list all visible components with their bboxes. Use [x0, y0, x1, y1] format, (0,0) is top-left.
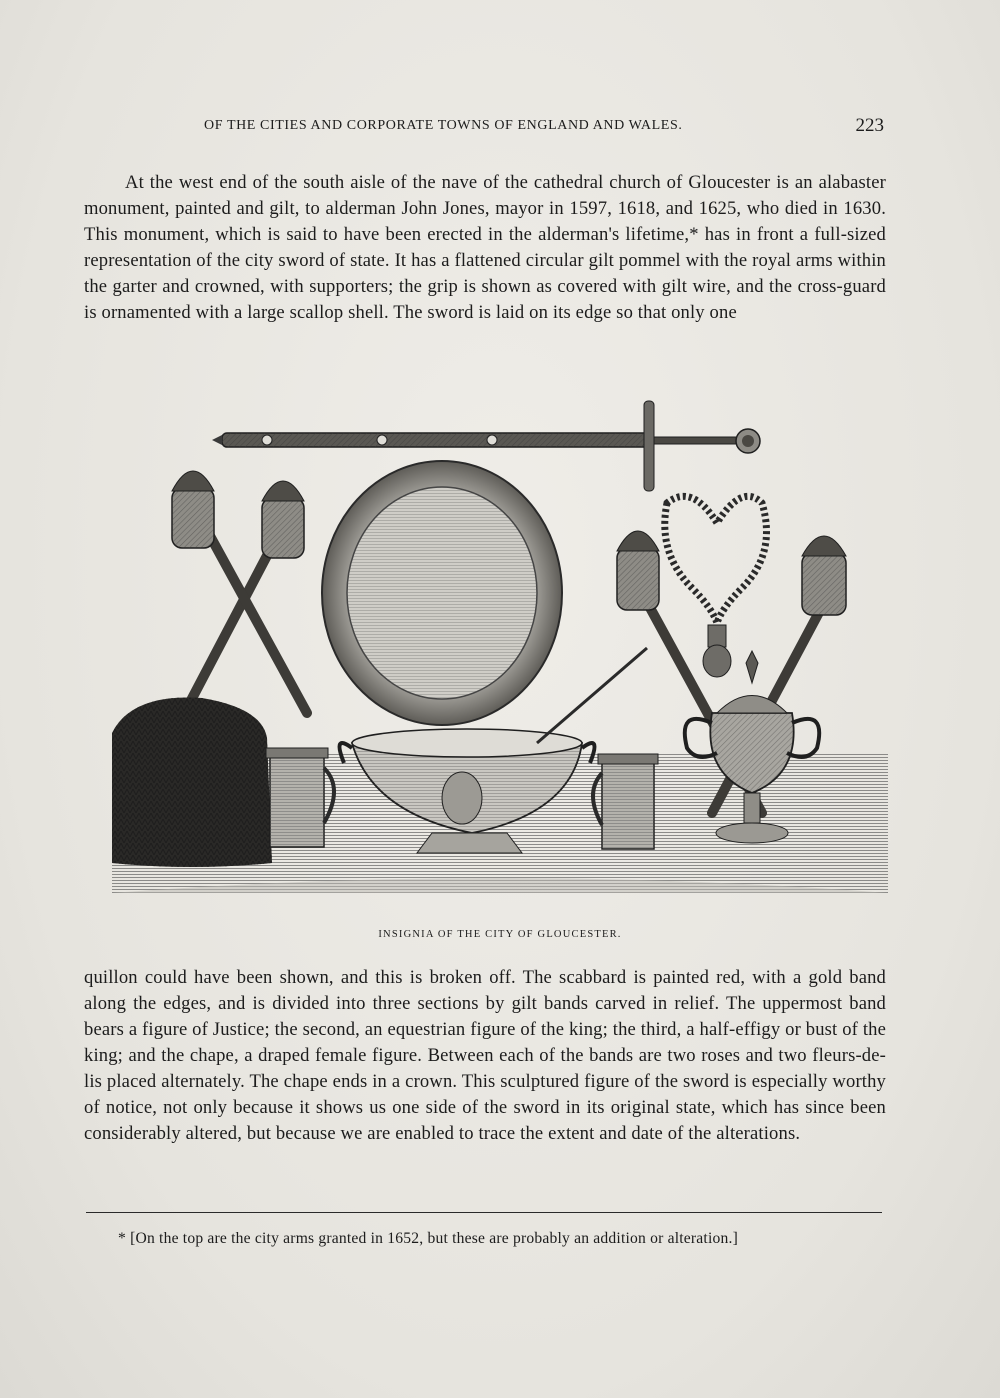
page-header: [84, 115, 884, 142]
fur-cap: [112, 697, 272, 867]
paragraph-2: quillon could have been shown, and this is broken off. The scabbard is painted red, with a gold band along the edges, and is divided into three sections by gilt bands carved in relief. The uppermost band bears a figure of Justice; the second, an equestrian figure of the king; the third, a half-effigy or bust of the king; and the chape, a draped female figure. Between each of the bands are two roses and two fleurs-de-lis placed alternately. The chape ends in a crown. This sculptured figure of the sword is especially worthy of notice, not only because it shows us one side of the sword in its original state, which has since been considerably altered, but because we are enabled to trace the extent and date of the alterations.: [84, 967, 886, 1144]
paragraph-1: At the west end of the south aisle of the nave of the cathedral church of Gloucester is an alabaster monument, painted and gilt, to alderman John Jones, mayor in 1597, 1618, and 1625, who died in 1630. This monument, which is said to have been erected in the alderman's lifetime,* has in front a full-sized representation of the city sword of state. It has a flattened circular gilt pommel with the royal arms within the garter and crowned, with supporters; the grip is shown as covered with gilt wire, and the cross-guard is ornamented with a large scallop shell. The sword is laid on its edge so that only one: [84, 172, 886, 323]
page-number: 223: [855, 115, 884, 136]
charger-dish: [322, 461, 562, 725]
left-maces: [172, 471, 307, 713]
footnote-rule: [86, 1212, 882, 1213]
figure-caption: INSIGNIA OF THE CITY OF GLOUCESTER.: [378, 929, 622, 940]
running-head: OF THE CITIES AND CORPORATE TOWNS OF ENGLAND AND WALES.: [204, 118, 683, 133]
chain-of-office: [665, 496, 767, 677]
footnote: * [On the top are the city arms granted in 1652, but these are probably an addition or alteration.]: [118, 1230, 738, 1247]
right-tankard: [593, 754, 658, 849]
insignia-engraving: [112, 393, 888, 893]
left-tankard: [266, 748, 334, 847]
